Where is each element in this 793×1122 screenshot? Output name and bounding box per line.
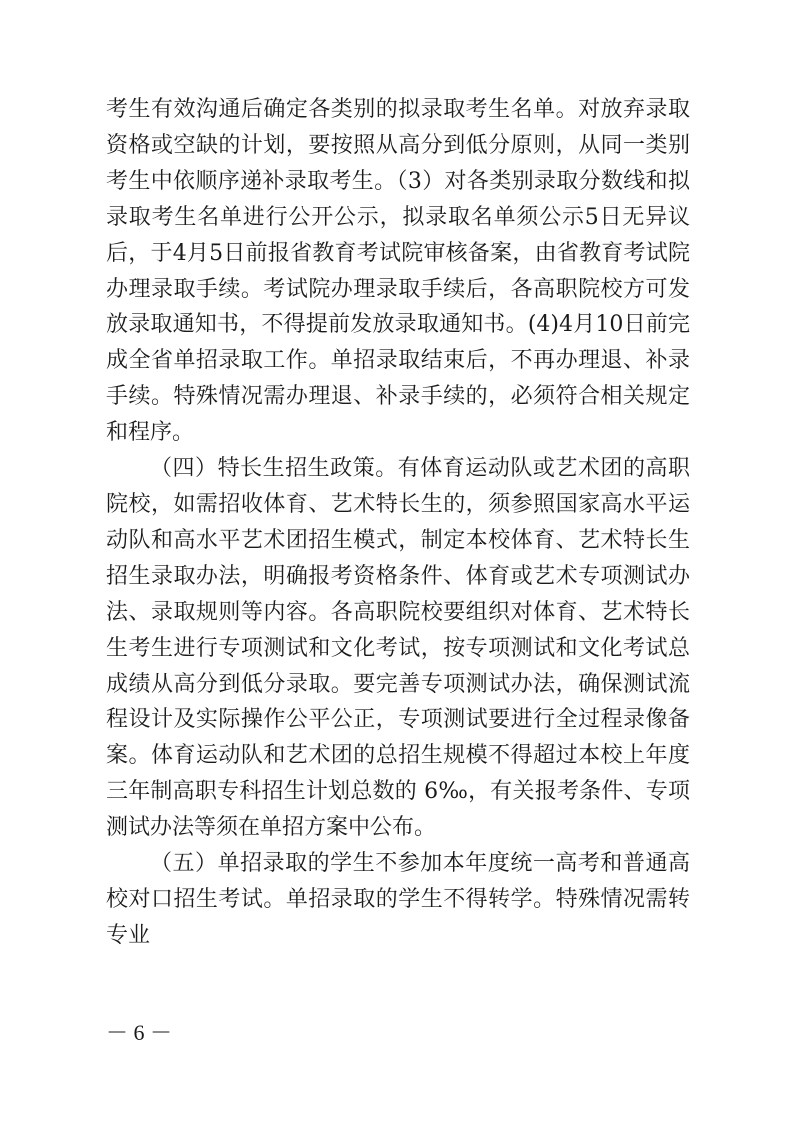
page-number: － 6 － xyxy=(106,1020,173,1045)
paragraph-admission-procedure: 考生有效沟通后确定各类别的拟录取考生名单。对放弃录取资格或空缺的计划，要按照从高分到低分原则，从同一类别考生中依顺序递补录取考生。（3）对各类别录取分数线和拟录取考生名单进行公开公示，拟录取名单须公示5日无异议后，于4月5日前报省教育考试院审核备案，由省教育考试院办理录取手续。考试院办理录取手续后，各高职院校方可发放录取通知书，不得提前发放录取通知书。(4)4月10日前完成全省单招录取工作。单招录取结束后，不再办理退、补录手续。特殊情况需办理退、补录手续的，必须符合相关规定和程序。 xyxy=(106,97,690,446)
document-body xyxy=(106,92,690,954)
paragraph-transfer-rules: （五）单招录取的学生不参加本年度统一高考和普通高校对口招生考试。单招录取的学生不得转学。特殊情况需转专业 xyxy=(106,851,690,948)
paragraph-special-talent-policy: （四）特长生招生政策。有体育运动队或艺术团的高职院校，如需招收体育、艺术特长生的，须参照国家高水平运动队和高水平艺术团招生模式，制定本校体育、艺术特长生招生录取办法，明确报考资格条件、体育或艺术专项测试办法、录取规则等内容。各高职院校要组织对体育、艺术特长生考生进行专项测试和文化考试，按专项测试和文化考试总成绩从高分到低分录取。要完善专项测试办法，确保测试流程设计及实际操作公平公正，专项测试要进行全过程录像备案。体育运动队和艺术团的总招生规模不得超过本校上年度三年制高职专科招生计划总数的 6‰，有关报考条件、专项测试办法等须在单招方案中公布。 xyxy=(106,456,690,841)
